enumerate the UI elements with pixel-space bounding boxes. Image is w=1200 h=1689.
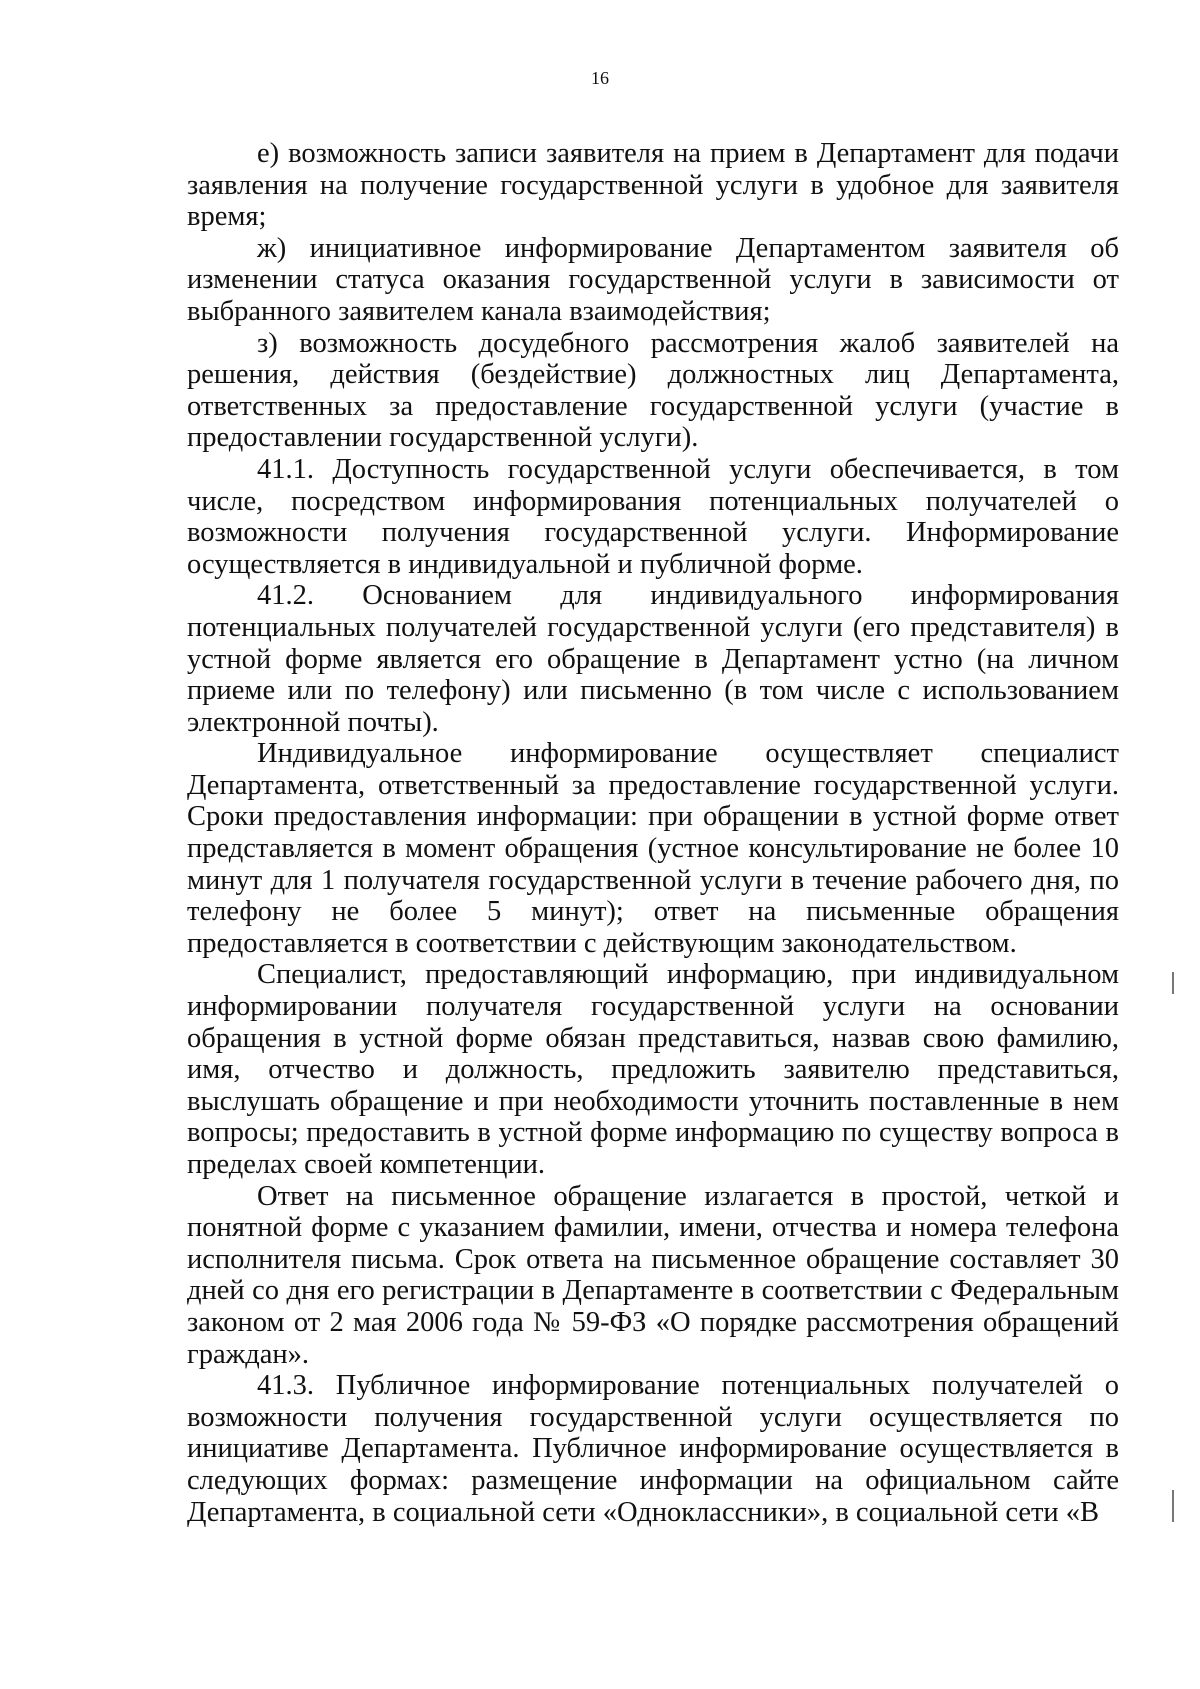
paragraph-specialist: Специалист, предоставляющий информацию, при индивидуальном информировании получателя государственной услуги на основании обращения в устной форме обязан представиться, назвав свою фамилию, имя, отчество и должность, предложить заявителю представиться, выслушать обращение и при необходимости уточнить поставленные в нем вопросы; предоставить в устной форме информацию по существу вопроса в пределах своей компетенции. [187,959,1119,1180]
paragraph-written-answer: Ответ на письменное обращение излагается в простой, четкой и понятной форме с указанием фамилии, имени, отчества и номера телефона исполнителя письма. Срок ответа на письменное обращение составляет 30 дней со дня его регистрации в Департаменте в соответствии с Федеральным законом от 2 мая 2006 года № 59-ФЗ «О порядке рассмотрения обращений граждан». [187,1180,1119,1370]
paragraph-z: з) возможность досудебного рассмотрения жалоб заявителей на решения, действия (бездействие) должностных лиц Департамента, ответственных за предоставление государственной услуги (участие в предоставлении государственной услуги). [187,327,1119,454]
scan-margin-mark [1172,1490,1174,1522]
document-body [187,138,1119,1528]
paragraph-individual-informing: Индивидуальное информирование осуществляет специалист Департамента, ответственный за предоставление государственной услуги. Сроки предоставления информации: при обращении в устной форме ответ представляется в момент обращения (устное консультирование не более 10 минут для 1 получателя государственной услуги в течение рабочего дня, по телефону не более 5 минут); ответ на письменные обращения предоставляется в соответствии с действующим законодательством. [187,738,1119,959]
page-number: 16 [591,68,609,88]
paragraph-zh: ж) инициативное информирование Департаментом заявителя об изменении статуса оказания государственной услуги в зависимости от выбранного заявителем канала взаимодействия; [187,232,1119,327]
paragraph-41-3: 41.3. Публичное информирование потенциальных получателей о возможности получения государственной услуги осуществляется по инициативе Департамента. Публичное информирование осуществляется в следующих формах: размещение информации на официальном сайте Департамента, в социальной сети «Одноклассники», в социальной сети «В [187,1370,1119,1528]
scan-margin-mark [1172,972,1174,994]
paragraph-e: е) возможность записи заявителя на прием в Департамент для подачи заявления на получение государственной услуги в удобное для заявителя время; [187,138,1119,233]
paragraph-41-2: 41.2. Основанием для индивидуального информирования потенциальных получателей государственной услуги (его представителя) в устной форме является его обращение в Департамент устно (на личном приеме или по телефону) или письменно (в том числе с использованием электронной почты). [187,580,1119,738]
paragraph-41-1: 41.1. Доступность государственной услуги обеспечивается, в том числе, посредством информирования потенциальных получателей о возможности получения государственной услуги. Информирование осуществляется в индивидуальной и публичной форме. [187,453,1119,580]
